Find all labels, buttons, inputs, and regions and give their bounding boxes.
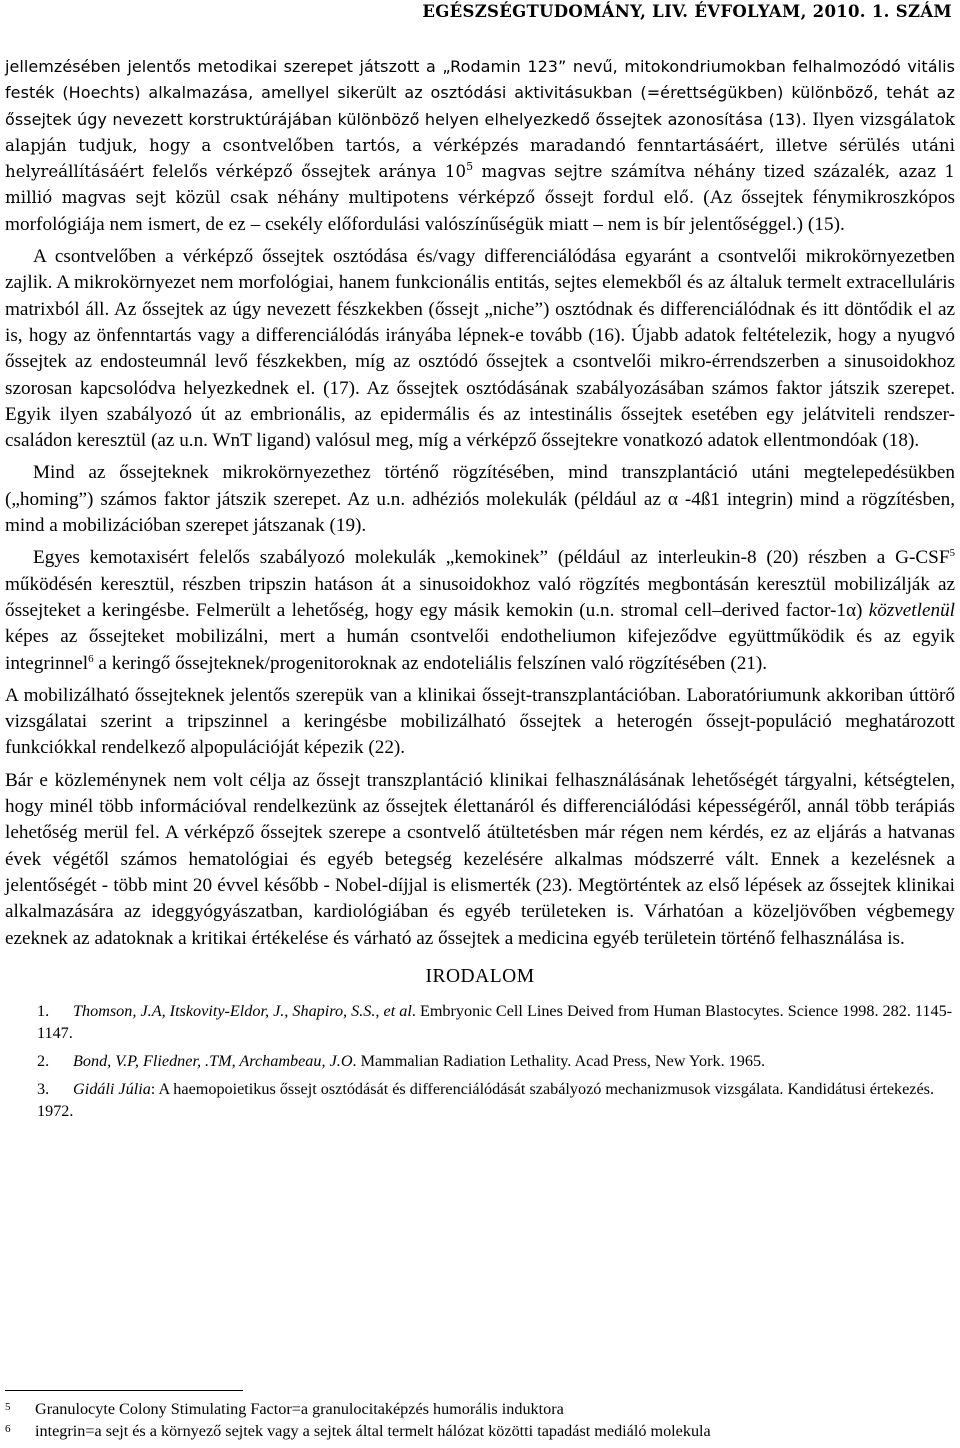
paragraph-1-part-d: (Az őssejtek fénymikroszkópos morfológiája nem ismert, de ez – csekély előfordulási valószínűségük miatt – nem is bír jelentőséggel.) (15).	[5, 187, 955, 235]
footnotes	[5, 1398, 955, 1442]
footnote-ref-6: 6	[88, 652, 94, 665]
paragraph-1-part-b: Ilyen vizsgálatok alapján tudjuk, hogy a csontvelőben tartós, a vérképzés maradandó fenntartásáért, illetve sérülés utáni helyreállításáért felelős vérképző őssejtek aránya 10	[5, 109, 955, 182]
paragraph-4-part-b: működésén keresztül, részben tripszin hatáson át a sinusoidokhoz való rögzítés megbontásán keresztül mobilizálják az őssejteket a keringésbe. Felmerült a lehetőség, hogy egy másik kemokin (u.n. stromal cell–derived factor-1α)	[5, 573, 955, 621]
reference-item	[5, 1000, 955, 1044]
reference-authors: Bond, V.P, Fliedner, .TM, Archambeau, J.O	[73, 1052, 353, 1071]
footnote-divider	[5, 1390, 243, 1391]
footnote-item	[5, 1398, 955, 1420]
reference-text: : A haemopoietikus őssejt osztódását és differenciálódását szabályozó mechanizmusok vizsgálata. Kandidátusi értekezés. 1972.	[37, 1080, 934, 1121]
references-heading: IRODALOM	[425, 965, 535, 987]
paragraph-5: A mobilizálható őssejteknek jelentős szerepük van a klinikai őssejt-transzplantációban. Laboratóriumunk akkoriban úttörő vizsgálatai szerint a tripszinnel a keringésbe mobilizálható őssejtek a heterogén őssejt-populáció meghatározott funkciókkal rendelkező alpopulációját képezik (22).	[5, 684, 955, 759]
footnote-item	[5, 1420, 955, 1442]
reference-number: 1.	[37, 1002, 50, 1021]
paragraph-2: A csontvelőben a vérképző őssejtek osztódása és/vagy differenciálódása egyaránt a csontvelői mikrokörnyezetben zajlik. A mikrokörnyezet nem morfológiai, hanem funkcionális entitás, sejtes elemekből és az általuk termelt extracelluláris matrixból áll. Az őssejtek az úgy nevezett fészkekben (őssejt „niche”) osztódnak és differenciálódnak és itt döntődik el az is, hogy az önfenntartás vagy a differenciálódás irányába lépnek-e tovább (16). Újabb adatok feltételezik, hogy a nyugvó őssejtek az endosteumnál levő fészkekben, míg az osztódó őssejtek a csontvelői mikro-érrendszerben a sinusoidokhoz szorosan kapcsolódva helyezkednek el. (17). Az őssejtek osztódásának szabályozásában számos faktor játszik szerepet. Egyik ilyen szabályozó út az embrionális, az epidermális és az intestinális őssejtek esetében egy jelátviteli rendszer-családon keresztül (az u.n. WnT ligand) valósul meg, míg a vérképző őssejtekre vonatkozó adatok ellentmondóak (18).	[5, 246, 955, 452]
reference-item	[5, 1078, 955, 1122]
journal-header: EGÉSZSÉGTUDOMÁNY, LIV. ÉVFOLYAM, 2010. 1. SZÁM	[422, 2, 952, 21]
reference-number: 3.	[37, 1080, 50, 1099]
article-body	[5, 54, 955, 1128]
reference-authors: Gidáli Júlia	[73, 1080, 151, 1099]
reference-number: 2.	[37, 1052, 50, 1071]
paragraph-3: Mind az őssejteknek mikrokörnyezethez történő rögzítésében, mind transzplantáció utáni megtelepedésükben („homing”) számos faktor játszik szerepet. Az u.n. adhéziós molekulák (például az α -4ß1 integrin) mind a rögzítésben, mind a mobilizációban szerepet játszanak (19).	[5, 462, 955, 537]
footnote-ref-5: 5	[949, 547, 955, 560]
paragraph-4-part-d: a keringő őssejteknek/progenitoroknak az endoteliális felszínen való rögzítésében (21).	[93, 652, 768, 674]
paragraph-4-part-a: Egyes kemotaxisért felelős szabályozó molekulák „kemokinek” (például az interleukin-8 (20) részben a G-CSF	[33, 547, 950, 569]
footnote-mark: 6	[5, 1423, 11, 1435]
paragraph-6: Bár e közleménynek nem volt célja az őssejt transzplantáció klinikai felhasználásának lehetőségét tárgyalni, kétségtelen, hogy minél több információval rendelkezünk az őssejtek élettanáról és differenciálódási képességéről, annál több terápiás lehetőség merül fel. A vérképző őssejtek szerepe a csontvelő átültetésben már régen nem kérdés, ez az eljárás a hatvanas évek végétől számos hematológiai és egyéb betegség kezelésére alkalmas módszerré vált. Ennek a kezelésnek a jelentőségét - több mint 20 évvel később - Nobel-díjjal is elismerték (23). Megtörténtek az első lépések az őssejtek klinikai alkalmazására az ideggyógyászatban, kardiológiában és egyéb területeken is. Várhatóan a közeljövőben végbemegy ezeknek az adatoknak a kritikai értékelése és várható az őssejtek a medicina egyéb területein történő felhasználása is.	[5, 769, 955, 949]
superscript: 5	[466, 160, 474, 174]
paragraph-1-part-a: jellemzésében jelentős metodikai szerepet játszott a „Rodamin 123” nevű, mitokondriumokban felhalmozódó vitális festék (Hoechts) alkalmazása, amellyel sikerült az osztódási aktivitásukban (=érettségükben) különböző, tehát az őssejtek úgy nevezett korstruktúrájában különböző helyen elhelyezkedő őssejtek azonosítása (13).	[5, 57, 955, 129]
paragraph-4	[5, 545, 955, 676]
emphasis: közvetlenül	[868, 599, 955, 621]
paragraph-1-part-c: magvas sejtre számítva néhány tized százalék, azaz 1 millió magvas sejt közül csak néhány multipotens vérképző őssejt fordul elő.	[5, 162, 955, 208]
footnote-text: integrin=a sejt és a környező sejtek vagy a sejtek által termelt hálózat közötti tapadást mediáló molekula	[35, 1422, 711, 1440]
footnote-mark: 5	[5, 1401, 11, 1413]
reference-item	[5, 1050, 955, 1072]
reference-text: . Mammalian Radiation Lethality. Acad Press, New York. 1965.	[352, 1052, 766, 1071]
reference-authors: Thomson, J.A, Itskovity-Eldor, J., Shapiro, S.S., et al	[73, 1002, 412, 1021]
reference-text: . Embryonic Cell Lines Deived from Human Blastocytes. Science 1998. 282. 1145-1147.	[37, 1002, 953, 1043]
footnote-text: Granulocyte Colony Stimulating Factor=a granulocitaképzés humorális induktora	[35, 1400, 564, 1418]
paragraph-1	[5, 54, 955, 238]
paragraph-4-part-c: képes az őssejteket mobilizálni, mert a humán csontvelői endotheliumon kifejeződve együttműködik és az egyik integrinnel	[5, 626, 955, 674]
reference-list	[5, 1000, 955, 1122]
